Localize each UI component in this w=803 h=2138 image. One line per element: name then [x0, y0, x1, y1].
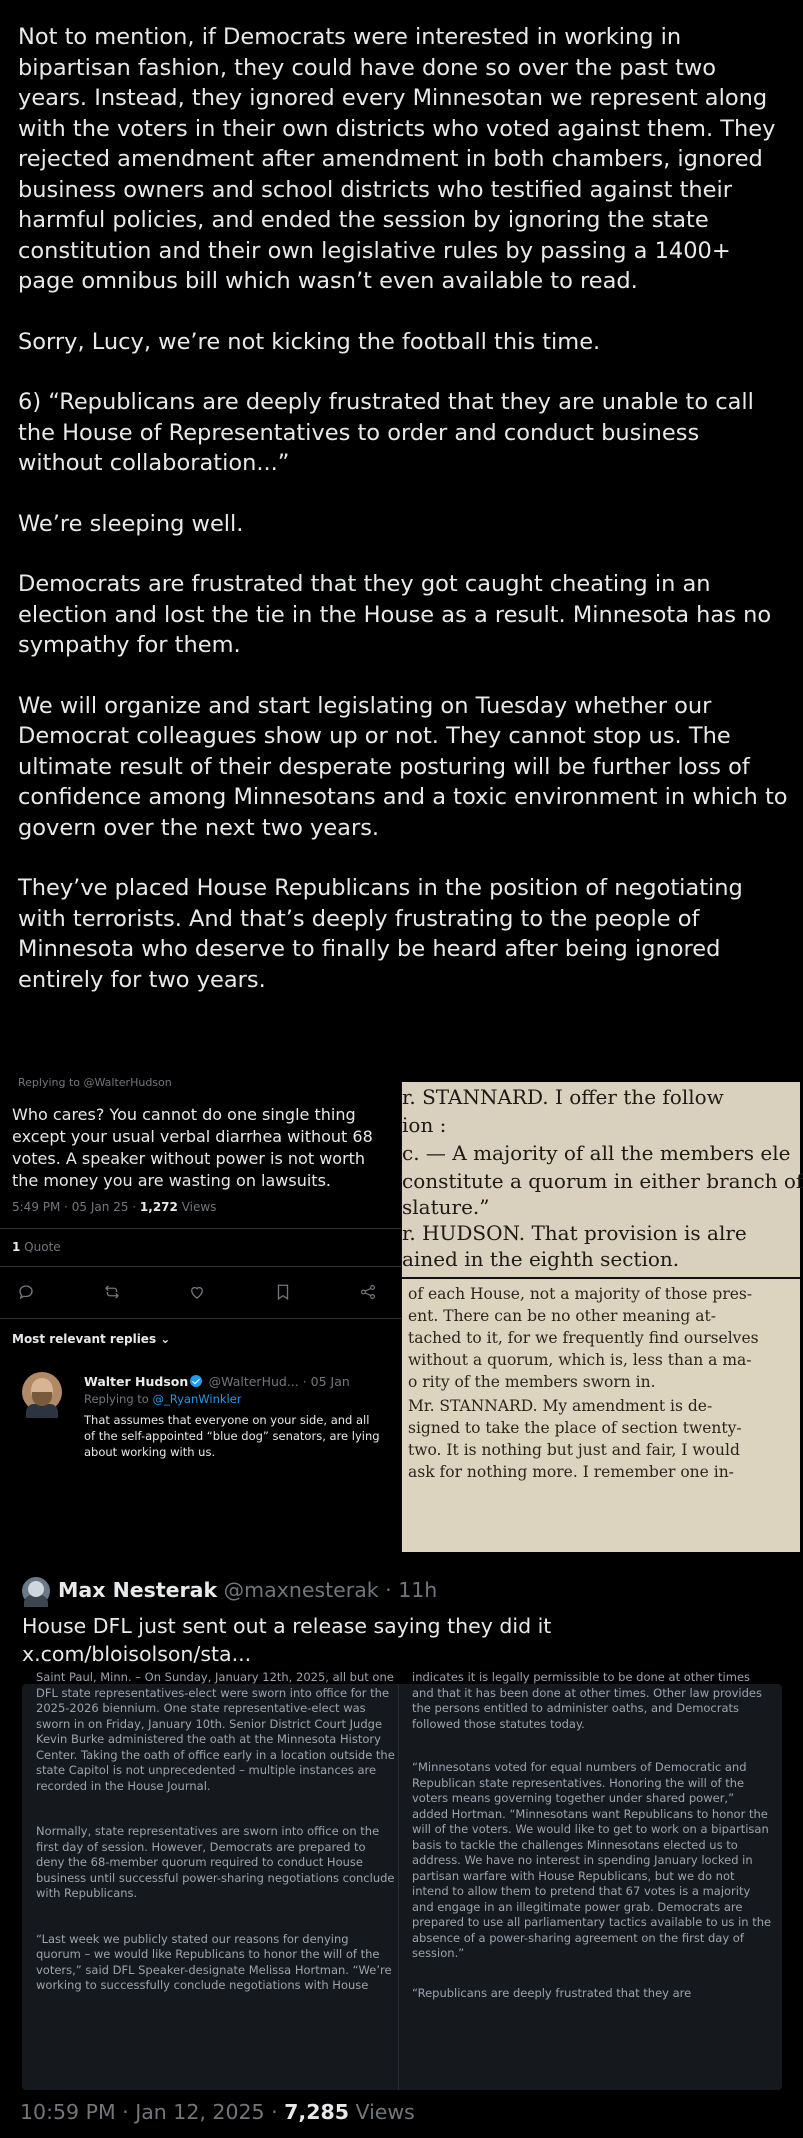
post-paragraph: We’re sleeping well.	[18, 510, 244, 537]
release-column-right	[412, 1670, 772, 2017]
post-paragraph: Democrats are frustrated that they got caught cheating in an election and lost the tie in the House as a result. Minnesota has no sympathy for them.	[18, 571, 772, 658]
divider	[0, 1266, 401, 1267]
post-paragraph: They’ve placed House Republicans in the position of negotiating with terrorists. And that’s deeply frustrating to the people of Minnesota who deserve to finally be heard after being ignored entirely for two years.	[18, 875, 743, 993]
release-paragraph: “Minnesotans voted for equal numbers of Democratic and Republican state representatives. Honoring the will of the voters means governing together under shared power,” added Hortman. “Minnesotans want Republicans to honor the will of the voters. We would like to get to work on a bipartisan basis to tackle the challenges Minnesotans elected us to address. We have no interest in spending January locked in partisan warfare with House Republicans, but we do not intend to allow them to pretend that 67 votes is a majority and engage in an illegitimate power grab. Democrats are prepared to use all parliamentary tactics available to us in the absence of a power-sharing agreement on the first day of session.”	[412, 1760, 772, 1960]
document-line: ion :	[402, 1113, 447, 1137]
reply-text: That assumes that everyone on your side, and all of the self-appointed “blue dog” senators, are lying about working with us.	[84, 1413, 380, 1459]
document-line: r. STANNARD. I offer the follow	[402, 1085, 724, 1109]
document-scan-bottom[interactable]	[402, 1279, 800, 1552]
document-line: signed to take the place of section twenty-	[408, 1419, 742, 1437]
screenshot-tweet-meta: 5:49 PM · 05 Jan 25 · 1,272 Views	[12, 1200, 217, 1214]
quoted-author-handle[interactable]: @maxnesterak	[223, 1578, 379, 1602]
action-bar	[12, 1280, 382, 1304]
release-paragraph: Normally, state representatives are sworn into office on the first day of session. However, Democrats are prepared to deny the 68-member quorum required to conduct House business until successful power-sharing negotiations conclude with Republicans.	[36, 1824, 395, 1900]
document-line: ained in the eighth section.	[402, 1247, 680, 1271]
quoted-tweet-time: · 11h	[385, 1578, 438, 1602]
document-scan-top[interactable]	[402, 1082, 803, 1279]
avatar[interactable]	[22, 1577, 50, 1605]
document-line: tached to it, for we frequently find ourselves	[408, 1329, 759, 1347]
post-paragraph: We will organize and start legislating on Tuesday whether our Democrat colleagues show up or not. They cannot stop us. The ultimate result of their desperate posturing will be further loss of confidence among Minnesotans and a toxic environment in which to govern over the next two years.	[18, 692, 788, 841]
divider	[0, 1228, 401, 1229]
view-count: 7,285	[284, 2100, 349, 2124]
tweet-screenshot-image[interactable]	[0, 1076, 403, 1552]
release-paragraph: indicates it is legally permissible to be done at other times and that it has been done at other times. Other law provides the persons entitled to administer oaths, and Democrats followed those statutes today.	[412, 1670, 762, 1731]
post-paragraph: 6) “Republicans are deeply frustrated that they are unable to call the House of Representatives to order and conduct business without collaboration...”	[18, 389, 754, 476]
reply-icon	[12, 1280, 40, 1304]
document-line: of each House, not a majority of those pres-	[408, 1285, 753, 1303]
relevant-replies-label: Most relevant replies ⌄	[12, 1332, 171, 1346]
release-paragraph: “Republicans are deeply frustrated that they are	[412, 1985, 692, 2000]
share-icon	[354, 1280, 382, 1304]
document-line: slature.”	[402, 1195, 490, 1219]
divider	[0, 1318, 401, 1319]
document-line: without a quorum, which is, less than a ma-	[408, 1351, 752, 1369]
document-line: r. HUDSON. That provision is alre	[402, 1221, 747, 1245]
document-line: constitute a quorum in either branch of	[402, 1169, 803, 1193]
verified-badge-icon	[190, 1375, 202, 1387]
quoted-author-name[interactable]: Max Nesterak	[58, 1578, 218, 1602]
bookmark-icon	[269, 1280, 297, 1304]
screenshot-tweet-text: Who cares? You cannot do one single thing except your usual verbal diarrhea without 68 votes. A speaker without power is not worth the money you are wasting on lawsuits.	[12, 1105, 373, 1190]
document-line: o rity of the members sworn in.	[408, 1373, 656, 1391]
quote-count: 1 Quote	[12, 1240, 61, 1254]
avatar	[22, 1372, 62, 1412]
post-text	[18, 22, 788, 995]
document-line: two. It is nothing but just and fair, I would	[408, 1441, 740, 1459]
document-line: ask for nothing more. I remember one in-	[408, 1463, 734, 1481]
retweet-icon	[98, 1280, 126, 1304]
post-paragraph: Sorry, Lucy, we’re not kicking the football this time.	[18, 328, 601, 355]
document-line: ent. There can be no other meaning at-	[408, 1307, 716, 1325]
release-paragraph: Saint Paul, Minn. – On Sunday, January 12th, 2025, all but one DFL state representatives-elect were sworn into office for the 2025-2026 biennium. One state representative-elect was sworn in on Friday, January 10th. Senior District Court Judge Kevin Burke administered the oath at the Minnesota History Center. Taking the oath of office early in a location outside the state Capitol is not unprecedented – multiple instances are recorded in the House Journal.	[36, 1670, 395, 1793]
replying-to-label: Replying to @_RyanWinkler	[84, 1392, 242, 1406]
post-paragraph: Not to mention, if Democrats were interested in working in bipartisan fashion, they could have done so over the past two years. Instead, they ignored every Minnesotan we represent along with the voters in their own districts who voted against them. They rejected amendment after amendment in both chambers, ignored business owners and school districts who testified against their harmful policies, and ended the session by ignoring the state constitution and their own legislative rules by passing a 1400+ page omnibus bill which wasn’t even available to read.	[18, 24, 776, 294]
release-paragraph: “Last week we publicly stated our reasons for denying quorum – we would like Republicans to honor the will of the voters,” said DFL Speaker-designate Melissa Hortman. “We’re working to successfully conclude negotiations with House	[36, 1931, 392, 1992]
quoted-tweet-header	[58, 1578, 437, 1602]
like-icon	[183, 1280, 211, 1304]
press-release-image[interactable]	[22, 1670, 782, 2090]
document-line: c. — A majority of all the members ele	[402, 1141, 791, 1165]
document-line: Mr. STANNARD. My amendment is de-	[408, 1397, 713, 1415]
attached-images[interactable]	[0, 1076, 803, 1552]
reply-author: Walter Hudson @WalterHud... · 05 Jan	[84, 1374, 350, 1389]
quoted-tweet-text: House DFL just sent out a release saying they did it x.com/bloisolson/sta...	[22, 1614, 552, 1666]
quoted-tweet[interactable]	[0, 1552, 800, 2138]
replying-header: Replying to @WalterHudson	[18, 1076, 172, 1089]
post-timestamp[interactable]: 10:59 PM · Jan 12, 2025 · 7,285 Views	[20, 2100, 415, 2124]
column-divider	[398, 1684, 399, 2090]
release-column-left	[36, 1670, 396, 2010]
